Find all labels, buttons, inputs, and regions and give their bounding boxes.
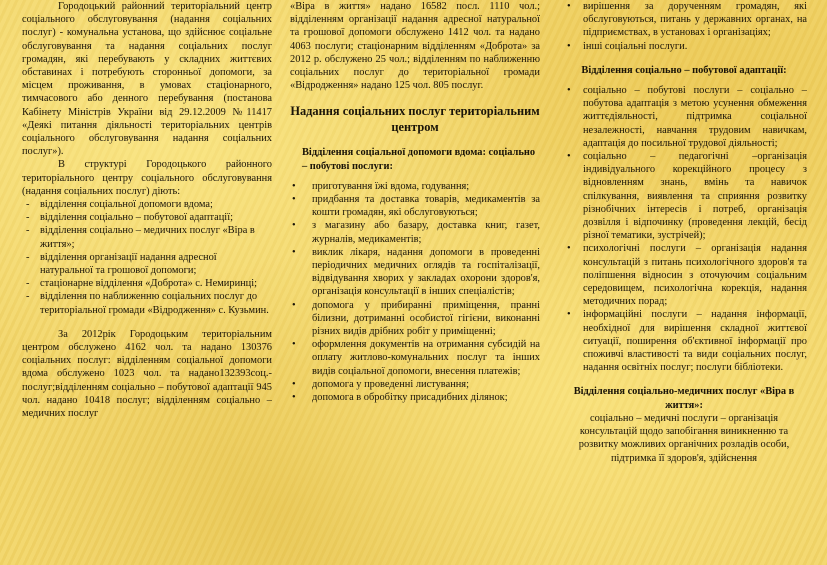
list-item: - відділення соціальної допомоги вдома; [22,198,272,211]
list-item: • з магазину або базару, доставка книг, газет, журналів, медикаментів; [290,219,540,245]
services-title: Надання соціальних послуг територіальним центром [290,104,540,135]
list-item: • допомога в обробітку присадибних ділянок; [290,391,540,404]
adaptation-heading: Відділення соціально – побутової адаптації: [581,64,787,76]
stats-continued: «Віра в життя» надано 16582 посл. 1110 чол.; відділенням організації надання адресної натуральної та грошової допомоги обслужено 1412 чол. та надано 4063 послуги; стаціонарним відділенням «Доброта» за 2012 р. обслужено 25 чол.; відділенням по наближенню соціальних послуг до територіальної громади «Відродження» надано 125 чол. 805 послуг. [290,1,540,92]
stats-paragraph: За 2012рік Городоцьким територіальним центром обслужено 4162 чол. та надано 130376 соціальних послуг: відділенням соціальної допомоги вдома обслужено 1023 чол. та надано132393соц.- послуг;відділенням соціально – побутової адаптації 945 чол. надано 10418 послуг; відділенням соціально – медичних послуг [22,328,272,420]
list-item: • соціально – педагогічні –організація індивідуального корекційного процесу з відновленням знань, вмінь та навичок спілкування, виявлення та сприяння розвитку різнобічних інтересів і потреб, організація дозвілля і відпочинку (проведення лекцій, бесід різної тематики, зустрічей); [561,150,807,242]
right-column [561,0,807,565]
list-item: - відділення соціально – побутової адаптації; [22,211,272,224]
list-item: - відділення організації надання адресної натуральної та грошової допомоги; [22,251,272,277]
medical-heading: Відділення соціально-медичних послуг «Віра в життя»: [573,386,795,411]
intro-paragraph: Городоцький районний територіальний центр соціального обслуговування (надання соціальних послуг) - комунальна установа, що здійснює соціальне обслуговування та надання соціальних послуг громадян, які перебувають у складних життєвих обставинах і потребують сторонньої допомоги, за місцем проживання, в умовах стаціонарного, тимчасового або денного перебування (постанова Кабінету Міністрів України від 29.12.2009 №11417 «Деякі питання діяльності територіальних центрів соціального обслуговування надання соціальних послуг»). [22,1,272,158]
list-item: • соціально – побутові послуги – соціально – побутова адаптація з метою усунення обмеження життєдіяльності, підтримка соціальної незалежності, навчання трудовим навичкам, адаптація до посильної трудової діяльності; [561,84,807,150]
list-item: • оформлення документів на отримання субсидій на оплату житлово-комунальних послуг та інших видів соціальної допомоги, внесення платежів; [290,338,540,378]
list-item: • приготування їжі вдома, годування; [290,180,540,193]
list-item: • придбання та доставка товарів, медикаментів за кошти громадян, які обслуговуються; [290,193,540,219]
structure-intro: В структурі Городоцького районного територіального центру соціального обслуговування (надання соціальних послуг) діють: [22,159,272,197]
list-item: - відділення соціально – медичних послуг «Віра в життя»; [22,224,272,250]
list-item: • інформаційні послуги – надання інформації, необхідної для вирішення складної життєвої ситуації, поширення об'єктивної інформації про споживчі властивості та види соціальних послуг, надання освітніх послуг; послуги бібліотеки. [561,308,807,374]
list-item: - відділення по наближенню соціальних послуг до територіальної громади «Відродження» с. Кузьмин. [22,290,272,316]
list-item: • виклик лікаря, надання допомоги в проведенні періодичних медичних оглядів та госпіталізації, відвідування хворих у закладах охорони здоров'я, організація консультації в інших спеціалістів; [290,246,540,299]
list-item: • інші соціальні послуги. [561,40,807,53]
list-item: - стаціонарне відділення «Доброта» с. Немиринці; [22,277,272,290]
left-column [22,0,272,565]
list-item: • психологічні послуги – організація надання консультацій з питань психологічного здоров'я та поліпшення відносин з оточуючим соціальним середовищем, психологічна корекція, надання методичних порад; [561,242,807,308]
adaptation-list [561,84,807,374]
medical-paragraph: соціально – медичні послуги – організація консультацій щодо запобігання виникненню та розвитку можливих органічних розладів особи, підтримка її здоров'я, здійснення [578,412,790,464]
list-item: • вирішення за дорученням громадян, які обслуговуються, питань у державних органах, на підприємствах, в установах і організаціях; [561,0,807,40]
home-help-list-continued [561,0,807,53]
middle-column [290,0,540,565]
home-help-list [290,180,540,404]
list-item: • допомога у проведенні листування; [290,378,540,391]
list-item: • допомога у прибиранні приміщення, пранні білизни, дотриманні особистої гігієни, виконанні різних видів дрібних робіт у приміщенні; [290,299,540,339]
home-help-heading: Відділення соціальної допомоги вдома: соціально – побутові послуги: [302,147,536,172]
units-list [22,198,272,317]
